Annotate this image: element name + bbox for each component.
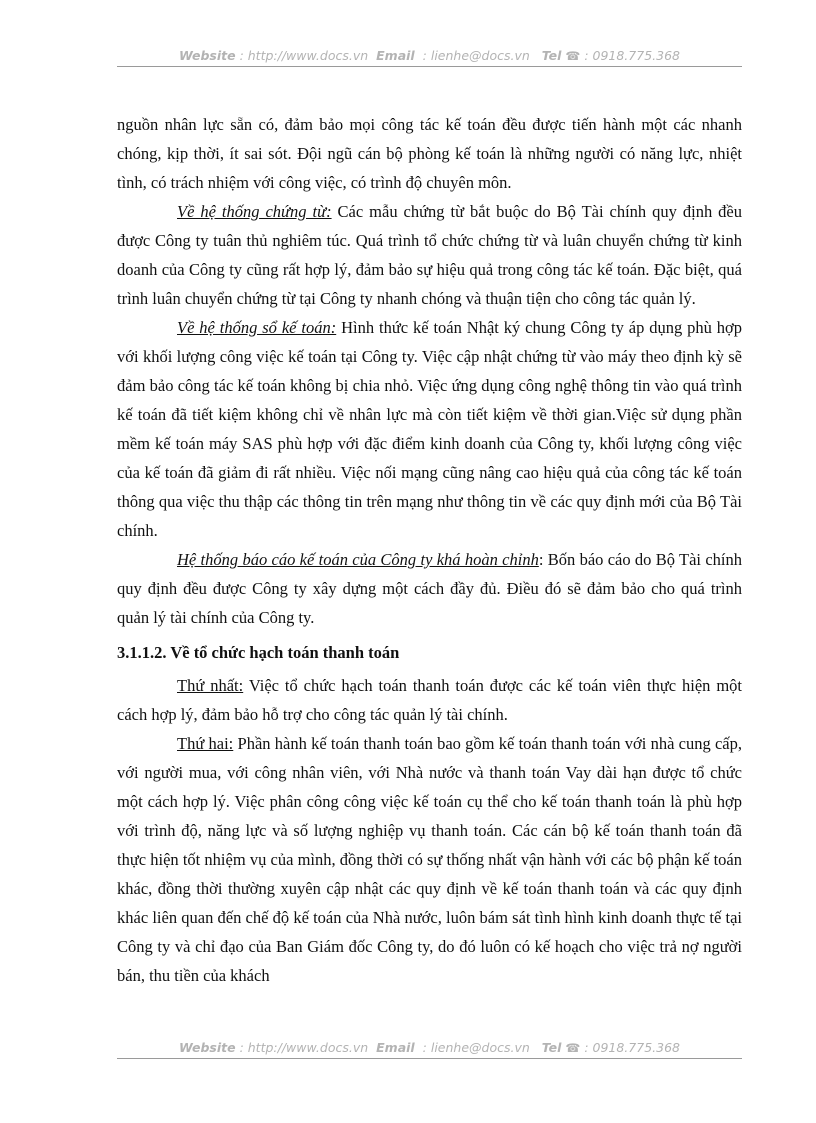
email-address[interactable]: : lienhe@docs.vn (422, 48, 530, 63)
tel-label: Tel (541, 48, 562, 63)
footer-tel-number: : 0918.775.368 (584, 1040, 680, 1055)
paragraph-bao-cao-text: : Bốn báo cáo do Bộ Tài chính quy định đều được Công ty xây dựng một cách đầy đủ. Điều đó sẽ đảm bảo cho quá trình quản lý tài chính của Công ty. (117, 550, 742, 627)
footer-divider (117, 1058, 742, 1059)
section-heading: 3.1.1.2. Về tổ chức hạch toán thanh toán (117, 643, 400, 662)
header-divider (117, 66, 742, 67)
paragraph-chung-tu (117, 197, 742, 313)
footer-website-label: Website (179, 1040, 236, 1055)
paragraph-1: nguồn nhân lực sẵn có, đảm bảo mọi công tác kế toán đều được tiến hành một các nhanh chóng, kịp thời, ít sai sót. Đội ngũ cán bộ phòng kế toán là những người có năng lực, nhiệt tình, có trách nhiệm với công việc, có trình độ chuyên môn. (117, 115, 742, 192)
paragraph-so-ke-toan-lead: Về hệ thống sổ kế toán: (177, 318, 337, 337)
paragraph-thu-hai (117, 729, 742, 990)
page-footer (117, 1040, 742, 1055)
paragraph-thu-hai-text: Phần hành kế toán thanh toán bao gồm kế toán thanh toán với nhà cung cấp, với người mua, với công nhân viên, với Nhà nước và thanh toán Vay dài hạn được tổ chức một cách hợp lý. Việc phân công công việc kế toán cụ thể cho kế toán thanh toán là phù hợp với trình độ, năng lực và số lượng nghiệp vụ thanh toán. Các cán bộ kế toán thanh toán đã thực hiện tốt nhiệm vụ của mình, đồng thời có sự thống nhất vận hành với các bộ phận kế toán khác, đồng thời thường xuyên cập nhật các quy định về kế toán thanh toán và các quy định khác liên quan đến chế độ kế toán của Nhà nước, luôn bám sát tình hình kinh doanh thực tế tại Công ty và chỉ đạo của Ban Giám đốc Công ty, do đó luôn có kế hoạch cho việc trả nợ người bán, thu tiền của khách (117, 734, 742, 985)
paragraph-thu-hai-lead: Thứ hai: (177, 734, 234, 753)
paragraph-so-ke-toan (117, 313, 742, 545)
footer-phone-icon: ☎ (565, 1041, 581, 1055)
page-header (117, 48, 742, 63)
email-label: Email (376, 48, 415, 63)
paragraph-thu-nhat-lead: Thứ nhất: (177, 676, 244, 695)
website-url[interactable]: : http://www.docs.vn (239, 48, 369, 63)
footer-tel-label: Tel (541, 1040, 562, 1055)
paragraph-bao-cao-lead: Hệ thống báo cáo kế toán của Công ty khá hoàn chỉnh (177, 550, 539, 569)
footer-email-address[interactable]: : lienhe@docs.vn (422, 1040, 530, 1055)
paragraph-chung-tu-lead: Về hệ thống chứng từ: (177, 202, 332, 221)
website-label: Website (179, 48, 236, 63)
paragraph-so-ke-toan-text: Hình thức kế toán Nhật ký chung Công ty áp dụng phù hợp với khối lượng công việc kế toán tại Công ty. Việc cập nhật chứng từ vào máy theo định kỳ sẽ đảm bảo công tác kế toán không bị chia nhỏ. Việc ứng dụng công nghệ thông tin vào quá trình kế toán đã tiết kiệm không chỉ về nhân lực mà còn tiết kiệm về thời gian.Việc sử dụng phần mềm kế toán máy SAS phù hợp với đặc điểm kinh doanh của Công ty, khối lượng công việc của kế toán đã giảm đi rất nhiều. Việc nối mạng cũng nâng cao hiệu quả của công tác kế toán thông qua việc thu thập các thông tin trên mạng như thông tin về các quy định mới của Bộ Tài chính. (117, 318, 742, 540)
paragraph-chung-tu-text: Các mẫu chứng từ bắt buộc do Bộ Tài chính quy định đều được Công ty tuân thủ nghiêm túc. Quá trình tổ chức chứng từ và luân chuyển chứng từ kinh doanh của Công ty cũng rất hợp lý, đảm bảo sự hiệu quả trong công tác kế toán. Đặc biệt, quá trình luân chuyển chứng từ tại Công ty nhanh chóng và thuận tiện cho công tác quản lý. (117, 202, 742, 308)
phone-icon: ☎ (565, 49, 581, 63)
paragraph-bao-cao (117, 545, 742, 632)
document-body (117, 110, 742, 990)
footer-website-url[interactable]: : http://www.docs.vn (239, 1040, 369, 1055)
footer-email-label: Email (376, 1040, 415, 1055)
tel-number: : 0918.775.368 (584, 48, 680, 63)
paragraph-thu-nhat-text: Việc tổ chức hạch toán thanh toán được các kế toán viên thực hiện một cách hợp lý, đảm bảo hỗ trợ cho công tác quản lý tài chính. (117, 676, 743, 724)
paragraph-thu-nhat (117, 671, 742, 729)
